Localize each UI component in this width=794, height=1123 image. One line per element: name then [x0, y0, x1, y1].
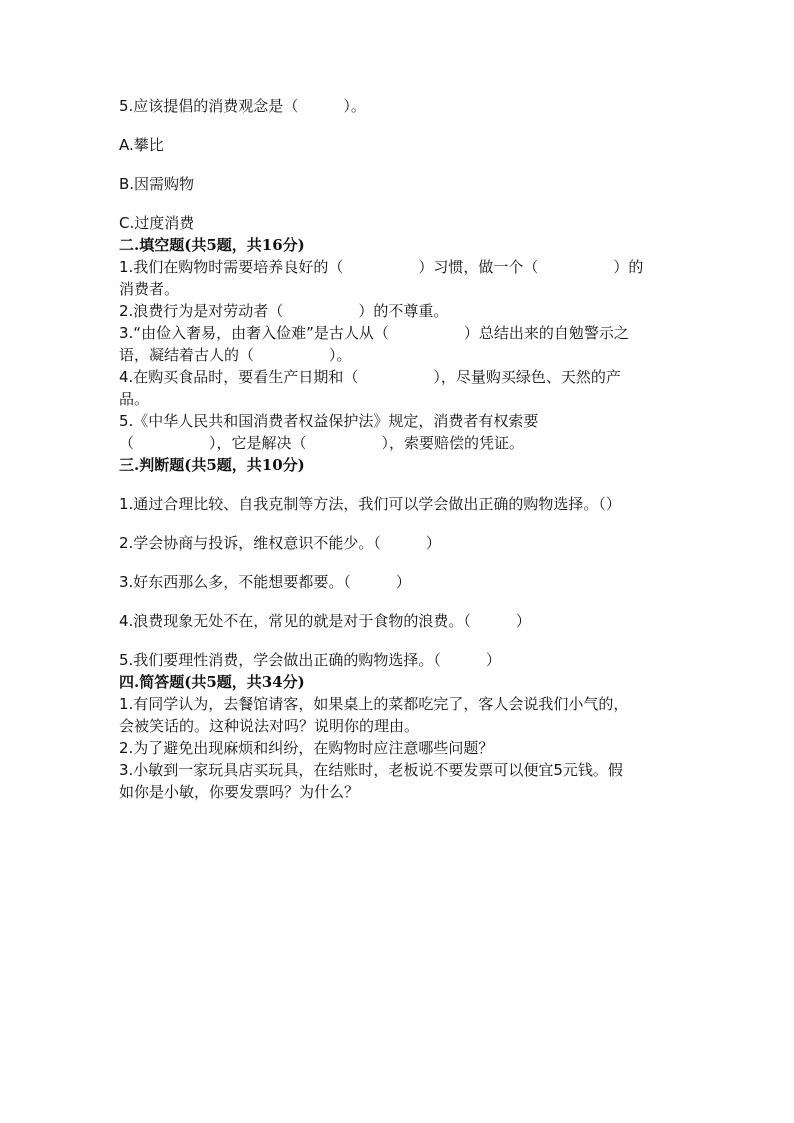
question-line: 1.我们在购物时需要培养良好的（ ）习惯，做一个（ ）的 [119, 258, 644, 276]
fill-question-3 [119, 322, 679, 366]
question-line: 2.为了避免出现麻烦和纠纷，在购物时应注意哪些问题？ [119, 739, 494, 757]
mc-option-a: A.攀比 [119, 136, 164, 154]
question-line: 2.浪费行为是对劳动者（ ）的不尊重。 [119, 302, 449, 320]
judge-question-2: 2.学会协商与投诉，维权意识不能少。（ ） [119, 534, 441, 552]
mc-option-c: C.过度消费 [119, 214, 195, 232]
judge-question-4: 4.浪费现象无处不在，常见的就是对于食物的浪费。（ ） [119, 612, 531, 630]
judge-question-1: 1.通过合理比较、自我克制等方法，我们可以学会做出正确的购物选择。（） [119, 495, 621, 513]
short-question-2 [119, 737, 679, 759]
judge-question-3: 3.好东西那么多，不能想要都要。（ ） [119, 573, 411, 591]
fill-question-5 [119, 410, 679, 454]
question-line: 消费者。 [119, 280, 180, 298]
question-line: 如你是小敏，你要发票吗？为什么？ [119, 783, 360, 801]
question-line: 3.小敏到一家玩具店买玩具，在结账时，老板说不要发票可以便宜5元钱。假 [119, 761, 623, 779]
mc-option-b: B.因需购物 [119, 175, 195, 193]
question-line: 1.有同学认为，去餐馆请客，如果桌上的菜都吃完了，客人会说我们小气的， [119, 695, 629, 713]
judge-question-5: 5.我们要理性消费，学会做出正确的购物选择。（ ） [119, 651, 501, 669]
question-line: 4.在购买食品时，要看生产日期和（ ），尽量购买绿色、天然的产 [119, 368, 621, 386]
section-heading-short-answer: 四.简答题(共5题，共34分) [119, 673, 305, 691]
exam-page [119, 95, 679, 803]
section-heading-true-false: 三.判断题(共5题，共10分) [119, 456, 305, 474]
question-line: 品。 [119, 390, 150, 408]
question-line: 会被笑话的。这种说法对吗？说明你的理由。 [119, 717, 420, 735]
fill-question-1 [119, 256, 679, 300]
question-line: 语，凝结着古人的（ ）。 [119, 346, 352, 364]
question-line: 5.《中华人民共和国消费者权益保护法》规定，消费者有权索要 [119, 412, 539, 430]
fill-question-2 [119, 300, 679, 322]
mc-question-stem: 5.应该提倡的消费观念是（ ）。 [119, 97, 366, 115]
short-question-3 [119, 759, 679, 803]
question-line: （ ），它是解决（ ），索要赔偿的凭证。 [119, 434, 525, 452]
question-line: 3.“由俭入奢易，由奢入俭难”是古人从（ ）总结出来的自勉警示之 [119, 324, 629, 342]
section-heading-fill-in: 二.填空题(共5题，共16分) [119, 236, 305, 254]
fill-question-4 [119, 366, 679, 410]
short-question-1 [119, 693, 679, 737]
